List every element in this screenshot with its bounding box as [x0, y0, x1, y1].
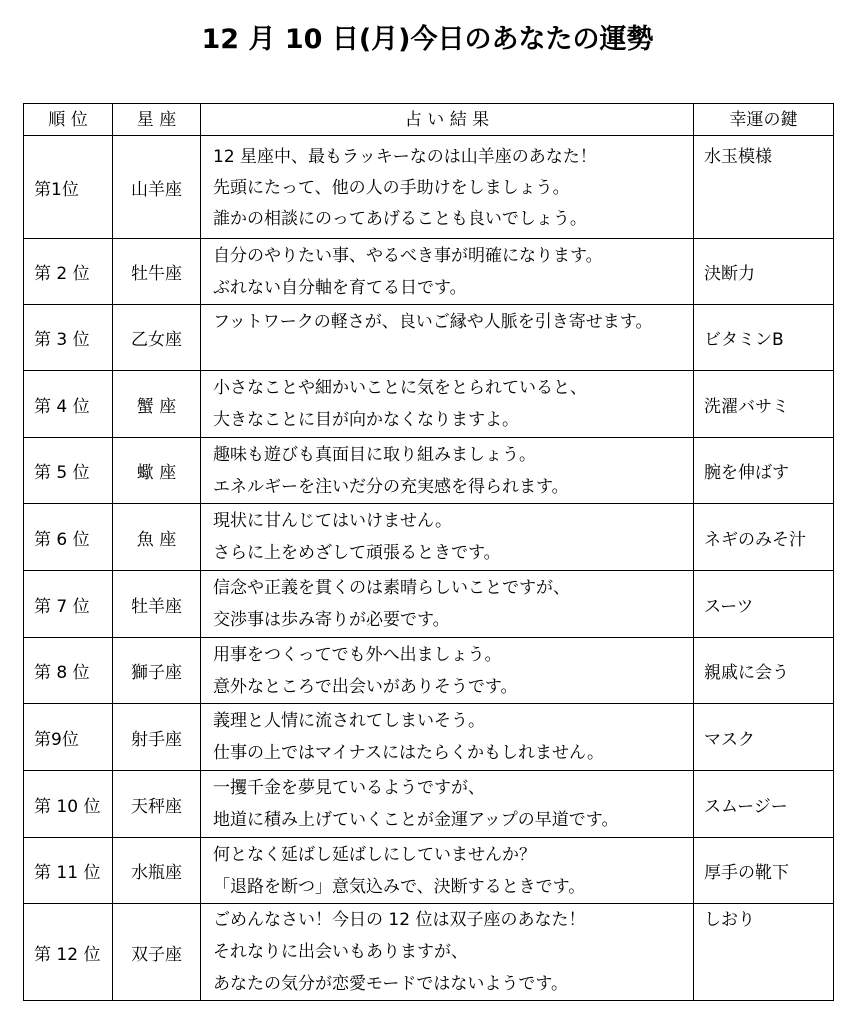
- result-line: 12 星座中、最もラッキーなのは山羊座のあなた！: [213, 147, 597, 167]
- luck-cell: マスク: [694, 704, 834, 771]
- sign-cell: 魚 座: [113, 504, 201, 571]
- result-line: 「退路を断つ」意気込みで、決断するときです。: [213, 877, 586, 897]
- table-row: [24, 638, 834, 704]
- rank-cell: 第 3 位: [24, 305, 113, 371]
- result-line: 交渉事は歩み寄りが必要です。: [213, 610, 450, 630]
- result-line: 自分のやりたい事、やるべき事が明確になります。: [213, 246, 603, 266]
- result-line: 現状に甘んじてはいけません。: [213, 511, 453, 531]
- result-line: フットワークの軽さが、良いご縁や人脈を引き寄せます。: [213, 312, 653, 332]
- result-line: ぶれない自分軸を育てる日です。: [213, 278, 467, 298]
- sign-cell: 射手座: [113, 704, 201, 771]
- result-line: それなりに出会いもありますが、: [213, 942, 468, 962]
- result-line: 先頭にたって、他の人の手助けをしましょう。: [213, 178, 570, 198]
- rank-cell: 第 2 位: [24, 239, 113, 305]
- luck-cell: スーツ: [694, 571, 834, 638]
- header-result: 占 い 結 果: [201, 104, 694, 136]
- result-line: ごめんなさい！今日の 12 位は双子座のあなた！: [213, 910, 586, 930]
- result-line: 用事をつくってでも外へ出ましょう。: [213, 645, 502, 665]
- result-line: エネルギーを注いだ分の充実感を得られます。: [213, 477, 569, 497]
- sign-cell: 双子座: [113, 904, 201, 1001]
- table-row: [24, 771, 834, 838]
- luck-cell: 決断力: [694, 239, 834, 305]
- luck-cell: 親戚に会う: [694, 638, 834, 704]
- rank-cell: 第 12 位: [24, 904, 113, 1001]
- luck-cell: ビタミンB: [694, 305, 834, 371]
- result-line: 信念や正義を貫くのは素晴らしいことですが、: [213, 578, 570, 598]
- result-line: さらに上をめざして頑張るときです。: [213, 543, 501, 563]
- page-title: 12 月 10 日(月)今日のあなたの運勢: [201, 24, 654, 55]
- result-cell: [201, 638, 694, 704]
- header-row: [24, 104, 834, 136]
- header-sign: 星 座: [113, 104, 201, 136]
- sign-cell: 蠍 座: [113, 438, 201, 504]
- rank-cell: 第 7 位: [24, 571, 113, 638]
- result-line: 誰かの相談にのってあげることも良いでしょう。: [213, 209, 587, 229]
- header-luck: 幸運の鍵: [694, 104, 834, 136]
- table-row: [24, 504, 834, 571]
- sign-cell: 水瓶座: [113, 838, 201, 904]
- result-cell: [201, 305, 694, 371]
- luck-cell: スムージー: [694, 771, 834, 838]
- sign-cell: 山羊座: [113, 136, 201, 239]
- rank-cell: 第 4 位: [24, 371, 113, 438]
- result-line: 何となく延ばし延ばしにしていませんか？: [213, 845, 536, 865]
- rank-cell: 第 8 位: [24, 638, 113, 704]
- table-row: [24, 305, 834, 371]
- table-row: [24, 371, 834, 438]
- header-rank: 順 位: [24, 104, 113, 136]
- rank-cell: 第 6 位: [24, 504, 113, 571]
- table-row: [24, 838, 834, 904]
- rank-cell: 第 5 位: [24, 438, 113, 504]
- luck-cell: しおり: [694, 904, 834, 1001]
- result-cell: [201, 838, 694, 904]
- result-line: 義理と人情に流されてしまいそう。: [213, 711, 485, 731]
- luck-cell: 厚手の靴下: [694, 838, 834, 904]
- table-row: [24, 136, 834, 239]
- luck-cell: ネギのみそ汁: [694, 504, 834, 571]
- luck-cell: 洗濯バサミ: [694, 371, 834, 438]
- result-cell: [201, 904, 694, 1001]
- sign-cell: 乙女座: [113, 305, 201, 371]
- table-row: [24, 438, 834, 504]
- result-cell: [201, 704, 694, 771]
- result-line: 趣味も遊びも真面目に取り組みましょう。: [213, 445, 536, 465]
- result-cell: [201, 239, 694, 305]
- sign-cell: 蟹 座: [113, 371, 201, 438]
- result-line: 大きなことに目が向かなくなりますよ。: [213, 410, 519, 430]
- result-cell: [201, 771, 694, 838]
- result-cell: [201, 136, 694, 239]
- sign-cell: 牡羊座: [113, 571, 201, 638]
- result-cell: [201, 504, 694, 571]
- table-row: [24, 571, 834, 638]
- horoscope-table: [23, 103, 834, 1001]
- table-row: [24, 704, 834, 771]
- luck-cell: 腕を伸ばす: [694, 438, 834, 504]
- result-line: 意外なところで出会いがありそうです。: [213, 677, 518, 697]
- rank-cell: 第1位: [24, 136, 113, 239]
- result-cell: [201, 371, 694, 438]
- sign-cell: 牡牛座: [113, 239, 201, 305]
- result-cell: [201, 438, 694, 504]
- rank-cell: 第 11 位: [24, 838, 113, 904]
- rank-cell: 第9位: [24, 704, 113, 771]
- table-row: [24, 239, 834, 305]
- result-line: 一攫千金を夢見ているようですが、: [213, 778, 485, 798]
- table-row: [24, 904, 834, 1001]
- result-line: 小さなことや細かいことに気をとられていると、: [213, 378, 587, 398]
- sign-cell: 天秤座: [113, 771, 201, 838]
- result-line: あなたの気分が恋愛モードではないようです。: [213, 974, 568, 994]
- luck-cell: 水玉模様: [694, 136, 834, 239]
- sign-cell: 獅子座: [113, 638, 201, 704]
- result-cell: [201, 571, 694, 638]
- result-line: 仕事の上ではマイナスにはたらくかもしれません。: [213, 743, 604, 763]
- result-line: 地道に積み上げていくことが金運アップの早道です。: [213, 810, 619, 830]
- rank-cell: 第 10 位: [24, 771, 113, 838]
